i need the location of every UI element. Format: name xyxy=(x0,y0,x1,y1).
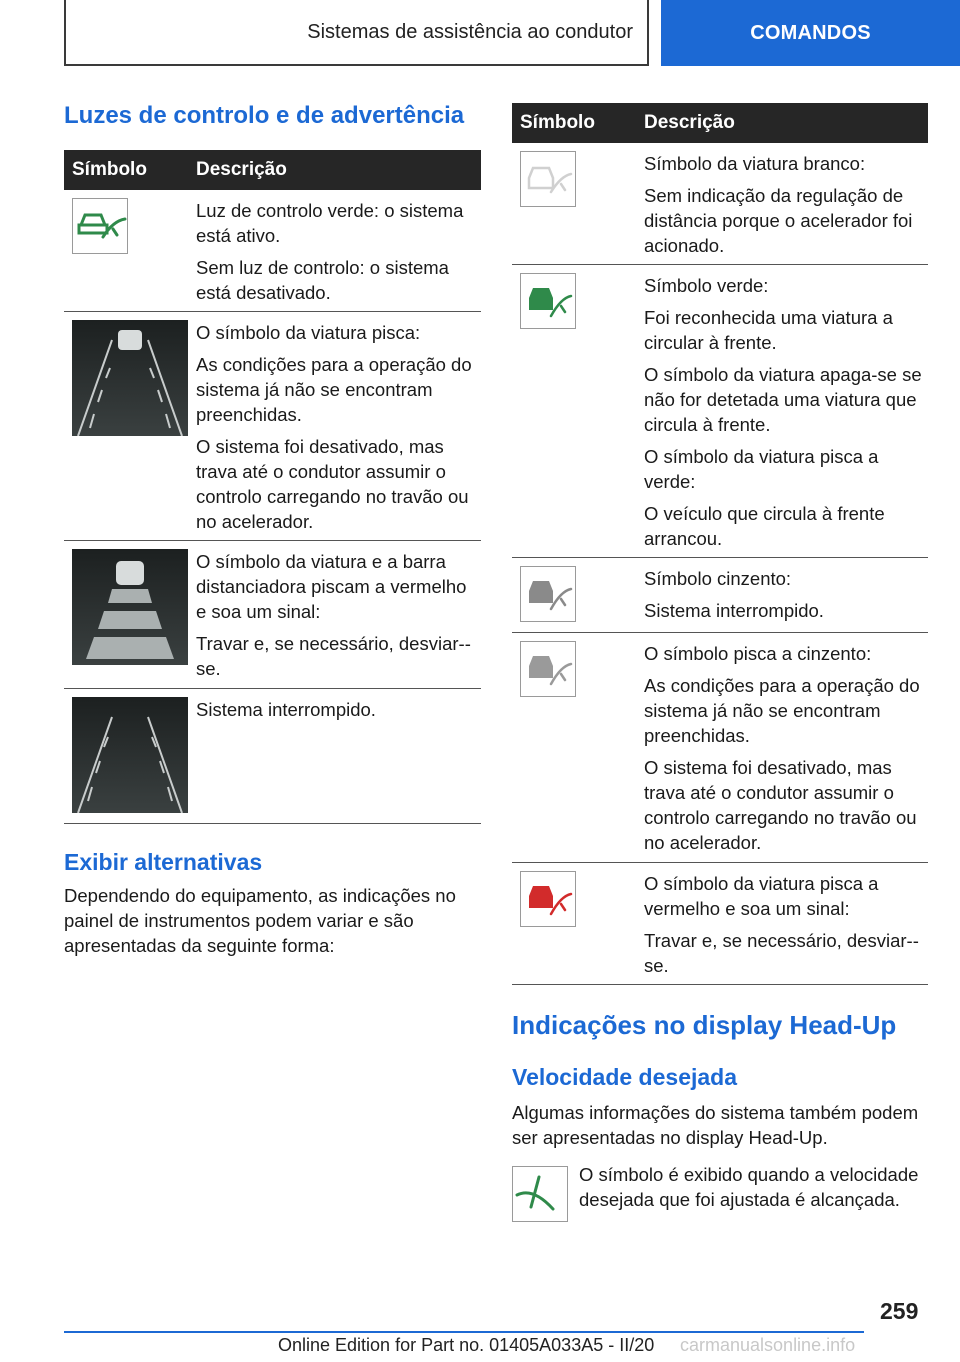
row-line: O sistema foi desativado, mas trava até o condutor assumir o controlo carregando no travão ou no acelerador. xyxy=(196,436,469,532)
table-header xyxy=(64,150,481,190)
hud-heading: Indicações no display Head-Up xyxy=(512,1010,897,1040)
footer-watermark: carmanualsonline.info xyxy=(680,1335,856,1355)
table-row xyxy=(64,312,481,541)
table-row xyxy=(512,633,928,863)
footer-edition: Online Edition for Part no. 01405A033A5 - II/20 xyxy=(278,1335,655,1355)
row-line: Luz de controlo verde: o sistema está ativo. xyxy=(196,200,464,246)
row-line: Símbolo da viatura branco: xyxy=(644,153,866,174)
col-description: Descrição xyxy=(196,159,287,180)
road-empty-icon xyxy=(72,697,188,813)
road-car-flash-icon xyxy=(72,320,188,436)
row-line: O símbolo da viatura pisca a vermelho e soa um sinal: xyxy=(644,873,879,919)
section-subheading: Exibir alternativas xyxy=(64,849,263,875)
table-row xyxy=(512,558,928,633)
white-car-gauge-icon xyxy=(520,151,576,207)
row-line: Travar e, se necessário, desviar--se. xyxy=(196,633,471,679)
grey-car-gauge-icon xyxy=(520,566,576,622)
page-number: 259 xyxy=(880,1298,919,1324)
table-header xyxy=(512,103,928,143)
col-description: Descrição xyxy=(644,112,735,133)
row-line: Sem indicação da regulação de distância porque o acelerador foi acionado. xyxy=(644,185,913,256)
table-row xyxy=(512,265,928,558)
row-line: Símbolo verde: xyxy=(644,275,769,296)
col-symbol: Símbolo xyxy=(520,112,595,133)
row-line: Travar e, se necessário, desviar--se. xyxy=(644,930,919,976)
body-paragraph: Dependendo do equipamento, as indicações no painel de instrumentos podem variar e são apresentadas da seguinte forma: xyxy=(64,885,456,956)
speed-reached-icon xyxy=(512,1166,568,1222)
row-line: As condições para a operação do sistema já não se encontram preenchidas. xyxy=(644,675,920,746)
row-line: Sem luz de controlo: o sistema está desativado. xyxy=(196,257,449,303)
row-line: Sistema interrompido. xyxy=(644,600,824,621)
chapter-title: COMANDOS xyxy=(750,21,871,44)
row-line: Sistema interrompido. xyxy=(196,699,376,720)
green-cruise-icon xyxy=(72,198,128,254)
section-header xyxy=(64,0,649,66)
row-line: O símbolo da viatura pisca: xyxy=(196,322,421,343)
section-title: Sistemas de assistência ao condutor xyxy=(307,20,633,43)
table-row xyxy=(512,863,928,985)
table-row xyxy=(512,143,928,265)
table-row xyxy=(64,541,481,689)
page-heading: Luzes de controlo e de advertência xyxy=(64,102,465,129)
row-line: O veículo que circula à frente arrancou. xyxy=(644,503,885,549)
hud-paragraph: Algumas informações do sistema também podem ser apresentadas no display Head-Up. xyxy=(512,1102,919,1148)
row-line: O símbolo pisca a cinzento: xyxy=(644,643,872,664)
warning-lights-table xyxy=(64,150,481,824)
table-row xyxy=(64,689,481,824)
row-line: As condições para a operação do sistema já não se encontram preenchidas. xyxy=(196,354,472,425)
table-row xyxy=(64,190,481,312)
road-car-bars-icon xyxy=(72,549,188,665)
row-line: O sistema foi desativado, mas trava até o condutor assumir o controlo carregando no travão ou no acelerador. xyxy=(644,757,917,853)
col-symbol: Símbolo xyxy=(72,159,147,180)
hud-subheading: Velocidade desejada xyxy=(512,1064,738,1090)
grey-car-gauge-flash-icon xyxy=(520,641,576,697)
chapter-tab[interactable] xyxy=(661,0,960,66)
footer-divider xyxy=(64,1331,864,1333)
hud-note: O símbolo é exibido quando a velocidade desejada que foi ajustada é alcançada. xyxy=(579,1164,919,1210)
row-line: O símbolo da viatura pisca a verde: xyxy=(644,446,879,492)
row-line: Foi reconhecida uma viatura a circular à frente. xyxy=(644,307,893,353)
green-car-gauge-icon xyxy=(520,273,576,329)
red-car-gauge-icon xyxy=(520,871,576,927)
row-line: Símbolo cinzento: xyxy=(644,568,792,589)
display-symbols-table xyxy=(512,103,928,985)
row-line: O símbolo da viatura apaga-se se não for detetada uma viatura que circula à frente. xyxy=(644,364,922,435)
row-line: O símbolo da viatura e a barra distanciadora piscam a vermelho e soa um sinal: xyxy=(196,551,467,622)
